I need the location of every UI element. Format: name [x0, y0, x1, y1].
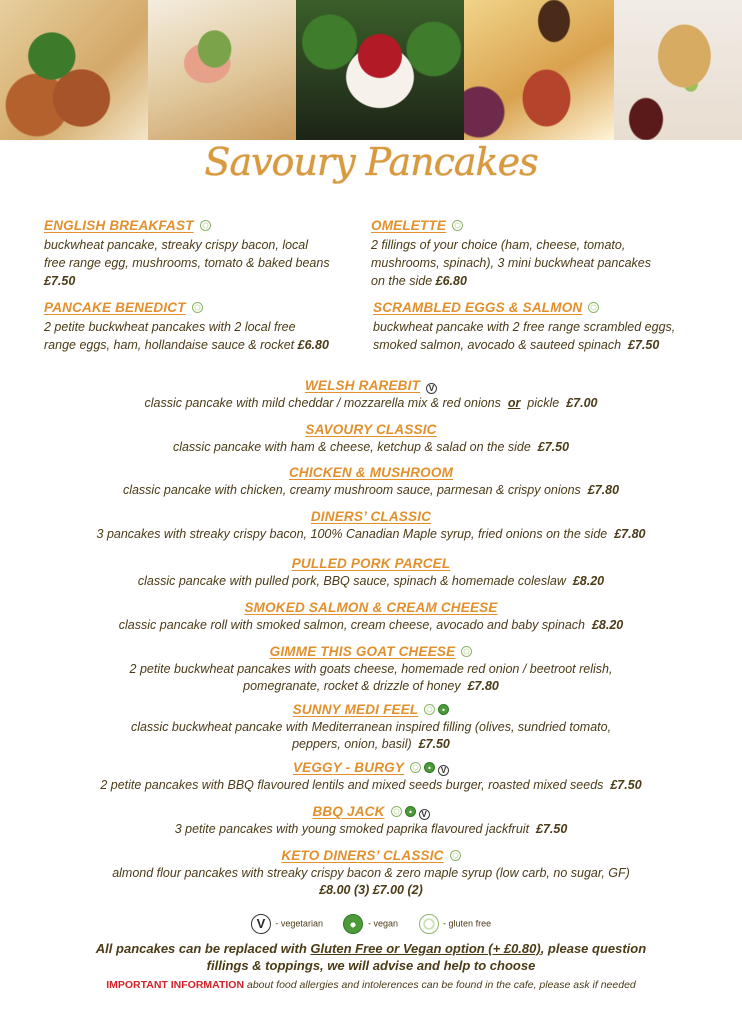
legend-gluten-free-label: - gluten free: [443, 918, 492, 929]
gluten-free-icon: [419, 914, 439, 934]
item-price: £8.20: [572, 574, 605, 588]
item-description: classic pancake with ham & cheese, ketchup & salad on the side £7.50: [172, 440, 570, 454]
vegan-icon: [343, 914, 363, 934]
item-name: PANCAKE BENEDICT: [44, 300, 186, 315]
item-name: BBQ JACK: [312, 804, 385, 819]
important-label: IMPORTANT INFORMATION: [106, 979, 245, 991]
item-name: SCRAMBLED EGGS & SALMON: [373, 300, 583, 315]
gluten-free-icon: [588, 302, 599, 313]
allergy-notice: IMPORTANT INFORMATION about food allergies and intolerences can be found in the cafe, please ask if needed: [106, 979, 636, 991]
item-description: almond flour pancakes with streaky crispy bacon & zero maple syrup (low carb, no sugar, GF) £8.00 (3) £7.00 (2): [0, 865, 742, 899]
vegetarian-icon: V: [251, 914, 271, 934]
wrap-pancake-photo: [148, 0, 296, 140]
item-price: £7.00: [566, 396, 598, 410]
item-price: £7.50: [418, 737, 450, 751]
menu-item-diners-classic: [0, 508, 742, 543]
item-description: classic pancake with chicken, creamy mushroom sauce, parmesan & crispy onions £7.80: [122, 483, 620, 497]
menu-item-savoury-classic: [0, 421, 742, 456]
substitution-note: All pancakes can be replaced with Gluten Free or Vegan option (+ £0.80), please question fillings & toppings, we will advise and help to choose: [95, 941, 647, 973]
item-name: GIMME THIS GOAT CHEESE: [269, 644, 456, 659]
menu-item-bbq-jack: [0, 803, 742, 838]
menu-item-scrambled-eggs-salmon: [373, 299, 718, 354]
item-name: SAVOURY CLASSIC: [305, 422, 437, 437]
menu-item-omelette: [371, 217, 711, 290]
item-name: VEGGY - BURGY: [292, 760, 405, 775]
item-description: classic pancake roll with smoked salmon, cream cheese, avocado and baby spinach £8.20: [118, 618, 624, 632]
item-description: 2 petite buckwheat pancakes with goats cheese, homemade red onion / beetroot relish, pomegranate, rocket & drizzle of honey £7.80: [129, 662, 613, 693]
item-name: KETO DINERS’ CLASSIC: [281, 848, 444, 863]
item-description: 3 petite pancakes with young smoked paprika flavoured jackfruit £7.50: [174, 822, 568, 836]
menu-item-goat-cheese: [0, 643, 742, 695]
item-price: £6.80: [435, 274, 467, 288]
item-price: £7.80: [587, 483, 620, 497]
menu-item-pulled-pork-parcel: [0, 555, 742, 590]
item-name: CHICKEN & MUSHROOM: [288, 465, 454, 480]
item-name: SMOKED SALMON & CREAM CHEESE: [244, 600, 498, 615]
menu-item-welsh-rarebit: [0, 377, 742, 412]
legend-vegetarian-label: - vegetarian: [275, 918, 323, 929]
gluten-free-icon: [391, 806, 402, 817]
vegetarian-icon: V: [438, 765, 449, 776]
gluten-free-icon: [461, 646, 472, 657]
item-name: ENGLISH BREAKFAST: [44, 218, 194, 233]
menu-item-smoked-salmon-cream-cheese: [0, 599, 742, 634]
photo-strip: [0, 0, 742, 140]
gluten-free-icon: [192, 302, 203, 313]
item-name: SUNNY MEDI FEEL: [292, 702, 419, 717]
item-price: £7.50: [628, 338, 660, 352]
item-description: classic pancake with pulled pork, BBQ sauce, spinach & homemade coleslaw £8.20: [137, 574, 605, 588]
vegan-icon: [438, 704, 449, 715]
item-description: classic buckwheat pancake with Mediterranean inspired filling (olives, sundried tomato, peppers, onion, basil) £7.50: [130, 720, 612, 751]
item-price: £8.00 (3) £7.00 (2): [319, 883, 423, 897]
item-price: £7.50: [537, 440, 570, 454]
rolled-pancake-photo: [614, 0, 742, 140]
item-price: £7.80: [614, 527, 646, 541]
tortilla-pancake-photo: [0, 0, 148, 140]
menu-item-chicken-mushroom: [0, 464, 742, 499]
menu-item-pancake-benedict: [44, 299, 374, 354]
item-name: PULLED PORK PARCEL: [291, 556, 451, 571]
item-price: £8.20: [591, 618, 624, 632]
item-price: £7.50: [536, 822, 568, 836]
item-name: DINERS’ CLASSIC: [310, 509, 432, 524]
item-name: WELSH RAREBIT: [304, 378, 421, 393]
item-description: 3 pancakes with streaky crispy bacon, 100% Canadian Maple syrup, fried onions on the side £7.80: [96, 527, 646, 541]
menu-item-keto-diners-classic: [0, 847, 742, 899]
item-price: £7.80: [467, 679, 499, 693]
item-description: buckwheat pancake, streaky crispy bacon, local free range egg, mushrooms, tomato & baked beans £7.50: [44, 236, 374, 290]
vegan-icon: [424, 762, 435, 773]
item-description: classic pancake with mild cheddar / mozzarella mix & red onions or pickle £7.00: [144, 396, 598, 410]
gluten-free-icon: [200, 220, 211, 231]
item-description: 2 petite buckwheat pancakes with 2 local free range eggs, ham, hollandaise sauce & rocket £6.80: [44, 320, 329, 352]
legend-vegan-label: - vegan: [367, 918, 399, 929]
gluten-free-icon: [410, 762, 421, 773]
vegetarian-icon: V: [419, 809, 430, 820]
item-price: £7.50: [610, 778, 642, 792]
vegetarian-icon: V: [426, 383, 437, 394]
item-description: 2 fillings of your choice (ham, cheese, tomato, mushrooms, spinach), 3 mini buckwheat pancakes on the side £6.80: [371, 238, 651, 288]
gluten-free-icon: [452, 220, 463, 231]
pomegranate-goat-cheese-photo: [296, 0, 464, 140]
item-description: 2 petite pancakes with BBQ flavoured lentils and mixed seeds burger, roasted mixed seeds £7.50: [100, 778, 642, 792]
page-title: Savoury Pancakes: [204, 140, 538, 184]
gluten-free-icon: [450, 850, 461, 861]
item-price: £6.80: [297, 338, 329, 352]
vegan-icon: [405, 806, 416, 817]
item-name: OMELETTE: [371, 218, 447, 233]
gluten-free-icon: [424, 704, 435, 715]
dietary-legend: [0, 914, 742, 934]
menu-item-english-breakfast: [44, 217, 374, 290]
item-price: £7.50: [44, 274, 76, 288]
item-description: buckwheat pancake with 2 free range scrambled eggs, smoked salmon, avocado & sauteed spinach £7.50: [373, 320, 676, 352]
menu-item-sunny-medi-feel: [0, 701, 742, 753]
bacon-pancake-photo: [464, 0, 614, 140]
menu-item-veggy-burgy: [0, 759, 742, 794]
